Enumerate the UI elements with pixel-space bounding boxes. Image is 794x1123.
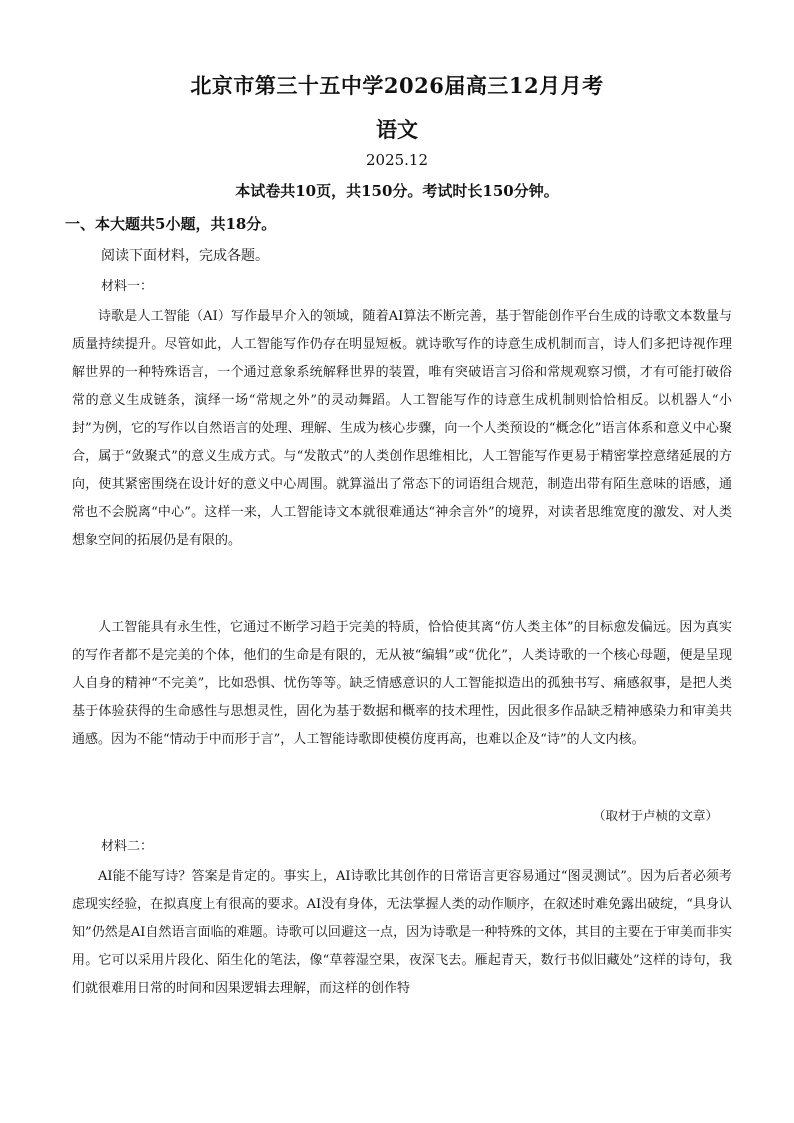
section-heading: 一、本大题共5小题，共18分。 (65, 215, 277, 233)
material-one-paragraph-2: 人工智能具有永生性，它通过不断学习趋于完美的特质，恰恰使其离“仿人类主体”的目标愈发偏远。因为真实的写作者都不是完美的个体，他们的生命是有限的，无从被“编辑”或“优化”，人类诗歌的一个核心母题，便是呈现人自身的精神“不完美”，比如恐惧、忧伤等等。缺乏情感意识的人工智能拟造出的孤独书写、痛感叙事，是把人类基于体验获得的生命感性与思想灵性，固化为基于数据和概率的技术理性，因此很多作品缺乏精神感染力和审美共通感。因为不能“情动于中而形于言”，人工智能诗歌即使模仿度再高，也难以企及“诗”的人文内核。 (72, 620, 732, 747)
exam-date: 2025.12 (365, 151, 429, 169)
material-one-source: （取材于卢桢的文章） (592, 808, 718, 823)
material-one-paragraph-1: 诗歌是人工智能（AI）写作最早介入的领域，随着AI算法不断完善，基于智能创作平台生成的诗歌文本数量与质量持续提升。尽管如此，人工智能写作仍存在明显短板。就诗歌写作的诗意生成机制而言，诗人们多把诗视作理解世界的一种特殊语言，一个通过意象系统解释世界的装置，唯有突破语言习俗和常规观察习惯，才有可能打破俗常的意义生成链条，演绎一场“常规之外”的灵动舞蹈。人工智能写作的诗意生成机制则恰恰相反。以机器人“小封”为例，它的写作以自然语言的处理、理解、生成为核心步骤，向一个人类预设的“概念化”语言体系和意义中心聚合，属于“敛聚式”的意义生成方式。与“发散式”的人类创作思维相比，人工智能写作更易于精密掌控意绪延展的方向，使其紧密围绕在设计好的意义中心周围。就算溢出了常态下的词语组合规范，制造出带有陌生意味的语感，通常也不会脱离“中心”。这样一来，人工智能诗文本就很难通达“神余言外”的境界，对读者思维宽度的激发、对人类想象空间的拓展仍是有限的。 (72, 309, 732, 548)
reading-instruction: 阅读下面材料，完成各题。 (101, 248, 269, 264)
material-two-paragraph-1: AI能不能写诗？答案是肯定的。事实上，AI诗歌比其创作的日常语言更容易通过“图灵测试”。因为后者必须考虑现实经验，在拟真度上有很高的要求。AI没有身体，无法掌握人类的动作顺序，在叙述时难免露出破绽，“具身认知”仍然是AI自然语言面临的难题。诗歌可以回避这一点，因为诗歌是一种特殊的文体，其目的主要在于审美而非实用。它可以采用片段化、陌生化的笔法，像“草蓉湿空果，夜深飞去。雁起青天，数行书似旧藏处”这样的诗句，我们就很难用日常的时间和因果逻辑去理解，而这样的创作特 (72, 869, 732, 996)
exam-info: 本试卷共10页，共150分。考试时长150分钟。 (235, 182, 559, 200)
subject-title: 语文 (376, 117, 418, 142)
exam-title: 北京市第三十五中学2026届高三12月月考 (190, 73, 604, 98)
material-two-label: 材料二： (101, 839, 154, 854)
material-one-label: 材料一： (101, 279, 154, 294)
